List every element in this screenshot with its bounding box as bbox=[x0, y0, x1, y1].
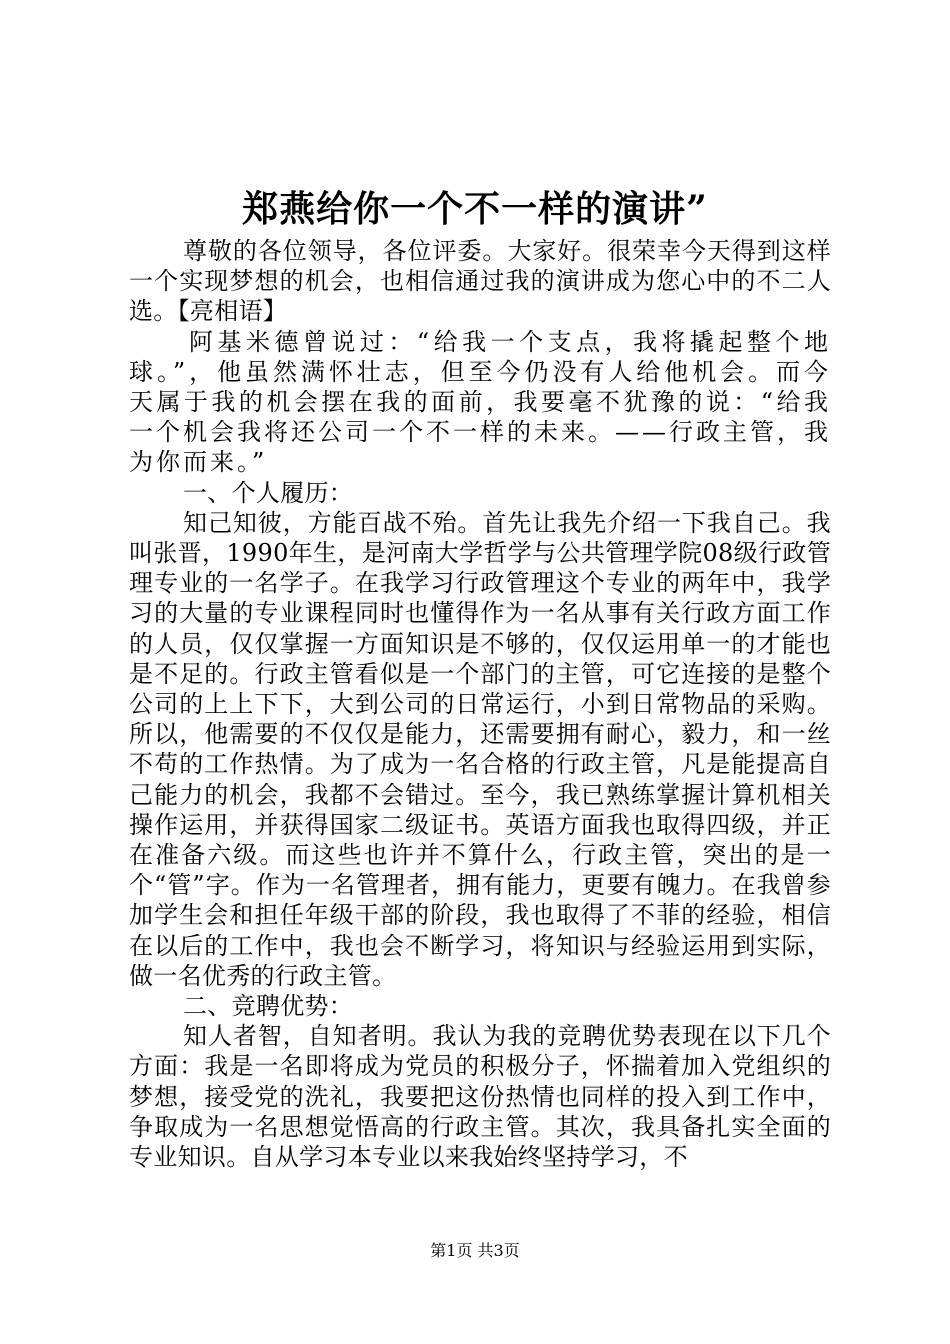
paragraph-resume: 知己知彼，方能百战不殆。首先让我先介绍一下我自己。我叫张晋，1990年生，是河南大学哲学与公共管理学院08级行政管理专业的一名学子。在我学习行政管理这个专业的两年中，我学习的大量的专业课程同时也懂得作为一名从事有关行政方面工作的人员，仅仅掌握一方面知识是不够的，仅仅运用单一的才能也是不足的。行政主管看似是一个部门的主管，可它连接的是整个公司的上上下下，大到公司的日常运行，小到日常物品的采购。所以，他需要的不仅仅是能力，还需要拥有耐心，毅力，和一丝不苟的工作热情。为了成为一名合格的行政主管，凡是能提高自己能力的机会，我都不会错过。至今，我已熟练掌握计算机相关操作运用，并获得国家二级证书。英语方面我也取得四级，并正在准备六级。而这些也许并不算什么，行政主管，突出的是一个“管”字。作为一名管理者，拥有能力，更要有魄力。在我曾参加学生会和担任年级干部的阶段，我也取得了不菲的经验，相信在以后的工作中，我也会不断学习，将知识与经验运用到实际，做一名优秀的行政主管。 bbox=[129, 508, 831, 990]
section-heading-advantages: 二、竞聘优势： bbox=[183, 992, 354, 1021]
section-heading-resume: 一、个人履历： bbox=[183, 478, 354, 507]
paragraph-quote: 阿基米德曾说过：“给我一个支点，我将撬起整个地球。”，他虽然满怀壮志，但至今仍没有人给他机会。而今天属于我的机会摆在我的面前，我要毫不犹豫的说：“给我一个机会我将还公司一个不一样的未来。——行政主管，我为你而来。” bbox=[129, 327, 831, 477]
page-footer: 第1页 共3页 bbox=[430, 1241, 520, 1260]
document-title: 郑燕给你一个不一样的演讲” bbox=[242, 188, 708, 230]
paragraph-advantages: 知人者智，自知者明。我认为我的竞聘优势表现在以下几个方面：我是一名即将成为党员的积极分子，怀揣着加入党组织的梦想，接受党的洗礼，我要把这份热情也同样的投入到工作中，争取成为一名思想觉悟高的行政主管。其次，我具备扎实全面的专业知识。自从学习本专业以来我始终坚持学习，不 bbox=[129, 1022, 831, 1172]
document-body bbox=[129, 236, 831, 1172]
paragraph-greeting: 尊敬的各位领导，各位评委。大家好。很荣幸今天得到这样一个实现梦想的机会，也相信通过我的演讲成为您心中的不二人选。【亮相语】 bbox=[129, 237, 831, 326]
